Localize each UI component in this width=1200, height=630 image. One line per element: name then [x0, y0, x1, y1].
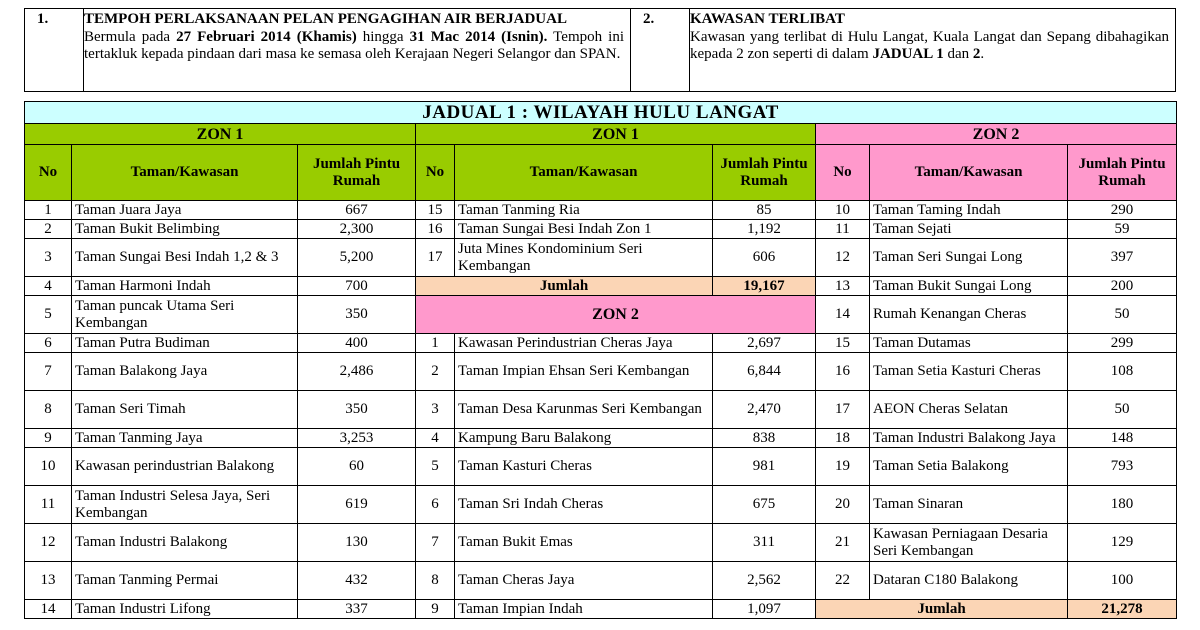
household-count: 6,844	[713, 353, 816, 391]
row-number: 1	[416, 334, 455, 353]
household-count: 2,470	[713, 391, 816, 429]
household-count: 2,562	[713, 562, 816, 600]
household-count: 2,300	[298, 220, 416, 239]
area-name: Taman Desa Karunmas Seri Kembangan	[455, 391, 713, 429]
row-number: 11	[25, 486, 72, 524]
household-count: 148	[1068, 429, 1177, 448]
row-number: 12	[816, 239, 870, 277]
column-header-area: Taman/Kawasan	[72, 145, 298, 201]
column-header-count: Jumlah Pintu Rumah	[298, 145, 416, 201]
area-name: Juta Mines Kondominium Seri Kembangan	[455, 239, 713, 277]
household-count: 180	[1068, 486, 1177, 524]
column-header-no: No	[25, 145, 72, 201]
row-number: 14	[816, 296, 870, 334]
area-name: Taman Industri Selesa Jaya, Seri Kembangan	[72, 486, 298, 524]
household-count: 606	[713, 239, 816, 277]
row-number: 10	[816, 201, 870, 220]
area-name: Taman Harmoni Indah	[72, 277, 298, 296]
row-number: 17	[416, 239, 455, 277]
household-count: 130	[298, 524, 416, 562]
row-number: 6	[416, 486, 455, 524]
note-1-text: Tempoh ini tertakluk kepada pindaan dari masa ke semasa oleh Kerajaan Negeri Selangor dan SPAN.	[84, 28, 624, 62]
row-number: 15	[816, 334, 870, 353]
row-number: 5	[25, 296, 72, 334]
row-number: 12	[25, 524, 72, 562]
area-name: Taman Juara Jaya	[72, 201, 298, 220]
row-number: 2	[416, 353, 455, 391]
notes-box	[24, 8, 1176, 92]
row-number: 19	[816, 448, 870, 486]
table-row	[25, 448, 1177, 486]
household-count: 290	[1068, 201, 1177, 220]
note-1-heading: TEMPOH PERLAKSANAAN PELAN PENGAGIHAN AIR BERJADUAL	[84, 11, 567, 27]
household-count: 85	[713, 201, 816, 220]
row-number: 8	[25, 391, 72, 429]
area-name: Taman Industri Balakong Jaya	[870, 429, 1068, 448]
row-number: 6	[25, 334, 72, 353]
column-header-count: Jumlah Pintu Rumah	[713, 145, 816, 201]
area-name: Taman Bukit Belimbing	[72, 220, 298, 239]
row-number: 9	[25, 429, 72, 448]
area-name: Kampung Baru Balakong	[455, 429, 713, 448]
household-count: 793	[1068, 448, 1177, 486]
zone-label: ZON 2	[816, 124, 1177, 145]
table-row	[25, 124, 1177, 145]
column-header-no: No	[416, 145, 455, 201]
table-row	[25, 353, 1177, 391]
sum-value: 21,278	[1068, 600, 1177, 619]
row-number: 10	[25, 448, 72, 486]
row-number: 8	[416, 562, 455, 600]
household-count: 60	[298, 448, 416, 486]
area-name: Taman Industri Balakong	[72, 524, 298, 562]
zone-label: ZON 2	[416, 296, 816, 334]
row-number: 5	[416, 448, 455, 486]
household-count: 50	[1068, 391, 1177, 429]
household-count: 100	[1068, 562, 1177, 600]
note-2-text: dan	[943, 46, 973, 62]
note-1-body	[84, 29, 624, 64]
note-2-ref: 2	[972, 46, 981, 62]
table-row	[25, 277, 1177, 296]
row-number: 15	[416, 201, 455, 220]
area-name: Taman Industri Lifong	[72, 600, 298, 619]
note-1-start-date: 27 Februari 2014 (Khamis)	[176, 28, 357, 45]
row-number: 20	[816, 486, 870, 524]
row-number: 3	[416, 391, 455, 429]
area-name: Taman Bukit Sungai Long	[870, 277, 1068, 296]
household-count: 129	[1068, 524, 1177, 562]
row-number: 7	[416, 524, 455, 562]
row-number: 16	[816, 353, 870, 391]
column-header-count: Jumlah Pintu Rumah	[1068, 145, 1177, 201]
household-count: 108	[1068, 353, 1177, 391]
household-count: 350	[298, 391, 416, 429]
sum-value: 19,167	[713, 277, 816, 296]
household-count: 337	[298, 600, 416, 619]
household-count: 3,253	[298, 429, 416, 448]
household-count: 59	[1068, 220, 1177, 239]
row-number: 13	[25, 562, 72, 600]
zone-label: ZON 1	[416, 124, 816, 145]
table-row	[25, 201, 1177, 220]
table-row	[25, 429, 1177, 448]
household-count: 700	[298, 277, 416, 296]
household-count: 619	[298, 486, 416, 524]
zone-table	[24, 101, 1177, 619]
row-number: 7	[25, 353, 72, 391]
row-number: 4	[25, 277, 72, 296]
area-name: Taman Setia Balakong	[870, 448, 1068, 486]
note-2-text: Kawasan yang terlibat di Hulu Langat, Kuala Langat dan Sepang dibahagikan kepada 2 zon seperti di dalam	[690, 28, 1169, 62]
row-number: 16	[416, 220, 455, 239]
area-name: Taman Sri Indah Cheras	[455, 486, 713, 524]
note-1	[84, 9, 631, 92]
table-row	[25, 102, 1177, 124]
row-number: 11	[816, 220, 870, 239]
column-header-area: Taman/Kawasan	[455, 145, 713, 201]
row-number: 22	[816, 562, 870, 600]
table-row	[25, 334, 1177, 353]
household-count: 2,697	[713, 334, 816, 353]
row-number: 21	[816, 524, 870, 562]
note-1-end-date: 31 Mac 2014 (Isnin).	[409, 28, 548, 45]
household-count: 2,486	[298, 353, 416, 391]
row-number: 3	[25, 239, 72, 277]
area-name: Taman Putra Budiman	[72, 334, 298, 353]
household-count: 1,097	[713, 600, 816, 619]
area-name: Kawasan Perindustrian Cheras Jaya	[455, 334, 713, 353]
area-name: Taman Sungai Besi Indah Zon 1	[455, 220, 713, 239]
household-count: 838	[713, 429, 816, 448]
household-count: 981	[713, 448, 816, 486]
area-name: Taman Impian Ehsan Seri Kembangan	[455, 353, 713, 391]
column-header-no: No	[816, 145, 870, 201]
row-number: 14	[25, 600, 72, 619]
area-name: Kawasan Perniagaan Desaria Seri Kembangan	[870, 524, 1068, 562]
household-count: 667	[298, 201, 416, 220]
table-row	[25, 239, 1177, 277]
area-name: Taman puncak Utama Seri Kembangan	[72, 296, 298, 334]
row-number: 18	[816, 429, 870, 448]
table-row	[25, 391, 1177, 429]
area-name: Taman Balakong Jaya	[72, 353, 298, 391]
area-name: Dataran C180 Balakong	[870, 562, 1068, 600]
row-number: 9	[416, 600, 455, 619]
area-name: Taman Kasturi Cheras	[455, 448, 713, 486]
row-number: 4	[416, 429, 455, 448]
table-row	[25, 562, 1177, 600]
note-1-text: Bermula pada	[84, 28, 177, 45]
column-header-area: Taman/Kawasan	[870, 145, 1068, 201]
area-name: Taman Impian Indah	[455, 600, 713, 619]
area-name: Taman Bukit Emas	[455, 524, 713, 562]
table-row	[25, 145, 1177, 201]
area-name: Taman Sungai Besi Indah 1,2 & 3	[72, 239, 298, 277]
table-row	[25, 486, 1177, 524]
area-name: Kawasan perindustrian Balakong	[72, 448, 298, 486]
area-name: Taman Sinaran	[870, 486, 1068, 524]
household-count: 350	[298, 296, 416, 334]
sum-label: Jumlah	[416, 277, 713, 296]
area-name: Rumah Kenangan Cheras	[870, 296, 1068, 334]
area-name: Taman Tanming Permai	[72, 562, 298, 600]
note-2-number: 2.	[631, 9, 690, 92]
household-count: 311	[713, 524, 816, 562]
area-name: Taman Sejati	[870, 220, 1068, 239]
zone-label: ZON 1	[25, 124, 416, 145]
note-2-ref: JADUAL 1	[872, 46, 944, 62]
note-2-text: .	[980, 46, 985, 62]
household-count: 397	[1068, 239, 1177, 277]
note-2-heading: KAWASAN TERLIBAT	[690, 11, 845, 27]
area-name: Taman Tanming Jaya	[72, 429, 298, 448]
household-count: 200	[1068, 277, 1177, 296]
area-name: Taman Seri Sungai Long	[870, 239, 1068, 277]
note-2	[690, 9, 1176, 92]
household-count: 1,192	[713, 220, 816, 239]
household-count: 432	[298, 562, 416, 600]
table-row	[25, 524, 1177, 562]
household-count: 400	[298, 334, 416, 353]
row-number: 17	[816, 391, 870, 429]
household-count: 5,200	[298, 239, 416, 277]
household-count: 50	[1068, 296, 1177, 334]
row-number: 1	[25, 201, 72, 220]
table-row	[25, 296, 1177, 334]
household-count: 299	[1068, 334, 1177, 353]
note-2-body	[690, 29, 1169, 64]
area-name: Taman Cheras Jaya	[455, 562, 713, 600]
note-1-number: 1.	[25, 9, 84, 92]
table-row	[25, 600, 1177, 619]
area-name: Taman Tanming Ria	[455, 201, 713, 220]
area-name: Taman Seri Timah	[72, 391, 298, 429]
row-number: 13	[816, 277, 870, 296]
area-name: Taman Dutamas	[870, 334, 1068, 353]
household-count: 675	[713, 486, 816, 524]
sum-label: Jumlah	[816, 600, 1068, 619]
table-row	[25, 220, 1177, 239]
row-number: 2	[25, 220, 72, 239]
area-name: Taman Setia Kasturi Cheras	[870, 353, 1068, 391]
note-1-text: hingga	[356, 28, 410, 45]
table-title: JADUAL 1 : WILAYAH HULU LANGAT	[25, 102, 1177, 124]
area-name: AEON Cheras Selatan	[870, 391, 1068, 429]
area-name: Taman Taming Indah	[870, 201, 1068, 220]
